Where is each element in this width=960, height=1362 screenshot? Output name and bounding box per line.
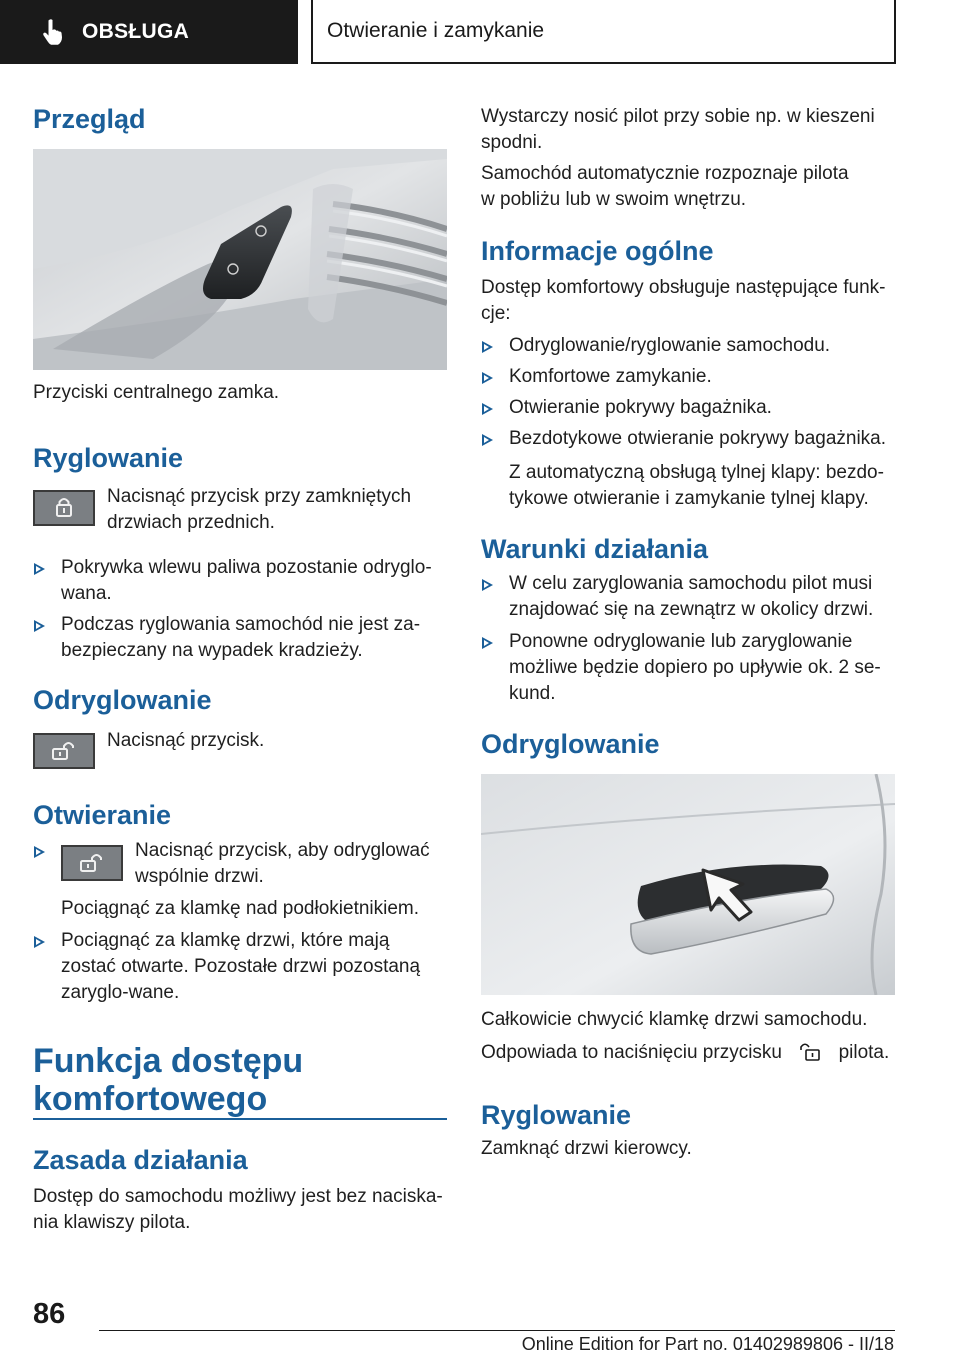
general-bullet-1: Odryglowanie/ryglowanie samochodu. <box>481 333 895 359</box>
heading-overview: Przegląd <box>33 104 146 134</box>
heading-underline <box>33 1118 447 1120</box>
footer-edition: Online Edition for Part no. 01402989806 - II/18 <box>521 1334 894 1354</box>
header-section-tab <box>0 0 298 64</box>
heading-general: Informacje ogólne <box>481 236 714 266</box>
heading-unlock: Odryglowanie <box>33 685 212 715</box>
lock-right-text: Zamknąć drzwi kierowcy. <box>481 1138 692 1159</box>
heading-lock-right: Ryglowanie <box>481 1100 632 1130</box>
unlock-button-icon-2 <box>61 845 123 881</box>
right-p1: Wystarczy nosić pilot przy sobie np. w kieszeni spodni. <box>481 106 875 153</box>
heading-unlock-right: Odryglowanie <box>481 729 660 759</box>
remote-unlock-icon <box>791 1039 829 1063</box>
heading-lock: Ryglowanie <box>33 443 184 473</box>
unlock-right-p2: Odpowiada to naciśnięciu przycisku pilota. <box>481 1039 895 1066</box>
general-sub: Z automatyczną obsługą tylnej klapy: bezdo-tykowe otwieranie i zamykanie tylnej klapy. <box>509 462 884 509</box>
general-intro: Dostęp komfortowy obsługuje następujące funk-cje: <box>481 277 886 324</box>
open-bullet-1-text: Nacisnąć przycisk, aby odryglować wspólnie drzwi. <box>135 840 430 887</box>
lock-button-icon <box>33 490 95 526</box>
lock-text: Nacisnąć przycisk przy zamkniętych drzwiach przednich. <box>107 486 412 533</box>
general-bullet-3: Otwieranie pokrywy bagażnika. <box>481 395 895 421</box>
open-sub-text: Pociągnąć za klamkę nad podłokietnikiem. <box>61 898 420 919</box>
unlock-text: Nacisnąć przycisk. <box>107 730 265 751</box>
hand-pointer-icon <box>38 17 68 47</box>
caption-buttons: Przyciski centralnego zamka. <box>33 382 280 403</box>
heading-open: Otwieranie <box>33 800 172 830</box>
general-bullet-2: Komfortowe zamykanie. <box>481 364 895 390</box>
page-number: 86 <box>33 1298 66 1330</box>
heading-conditions: Warunki działania <box>481 534 709 564</box>
header-chapter-label: Otwieranie i zamykanie <box>327 19 545 42</box>
photo-door-handle <box>481 774 895 995</box>
right-p2: Samochód automatycznie rozpoznaje pilota w pobliżu lub w swoim wnętrzu. <box>481 163 849 210</box>
lock-bullet-1: Pokrywka wlewu paliwa pozostanie odryglo-wana. <box>33 555 447 607</box>
footer-rule <box>99 1330 895 1331</box>
unlock-button-icon <box>33 733 95 769</box>
photo-door-lock-buttons <box>33 149 447 370</box>
heading-principle: Zasada działania <box>33 1145 248 1175</box>
unlock-right-p1: Całkowicie chwycić klamkę drzwi samochodu. <box>481 1009 868 1030</box>
header-section-label: OBSŁUGA <box>82 20 190 43</box>
conditions-bullet-2: Ponowne odryglowanie lub zaryglowanie możliwe będzie dopiero po upływie ok. 2 se-kund. <box>481 629 895 707</box>
general-bullet-4: Bezdotykowe otwieranie pokrywy bagażnika. <box>481 426 895 452</box>
open-bullet-2: Pociągnąć za klamkę drzwi, które mają zostać otwarte. Pozostałe drzwi pozostaną zaryglo-wane. <box>33 928 447 1006</box>
lock-bullet-2: Podczas ryglowania samochód nie jest za-bezpieczany na wypadek kradzieży. <box>33 612 447 664</box>
principle-text: Dostęp do samochodu możliwy jest bez naciska-nia klawiszy pilota. <box>33 1186 443 1233</box>
conditions-bullet-1: W celu zaryglowania samochodu pilot musi znajdować się na zewnątrz w okolicy drzwi. <box>481 571 895 623</box>
heading-comfort-access: Funkcja dostępu komfortowego <box>33 1042 304 1118</box>
header-chapter <box>311 0 896 64</box>
